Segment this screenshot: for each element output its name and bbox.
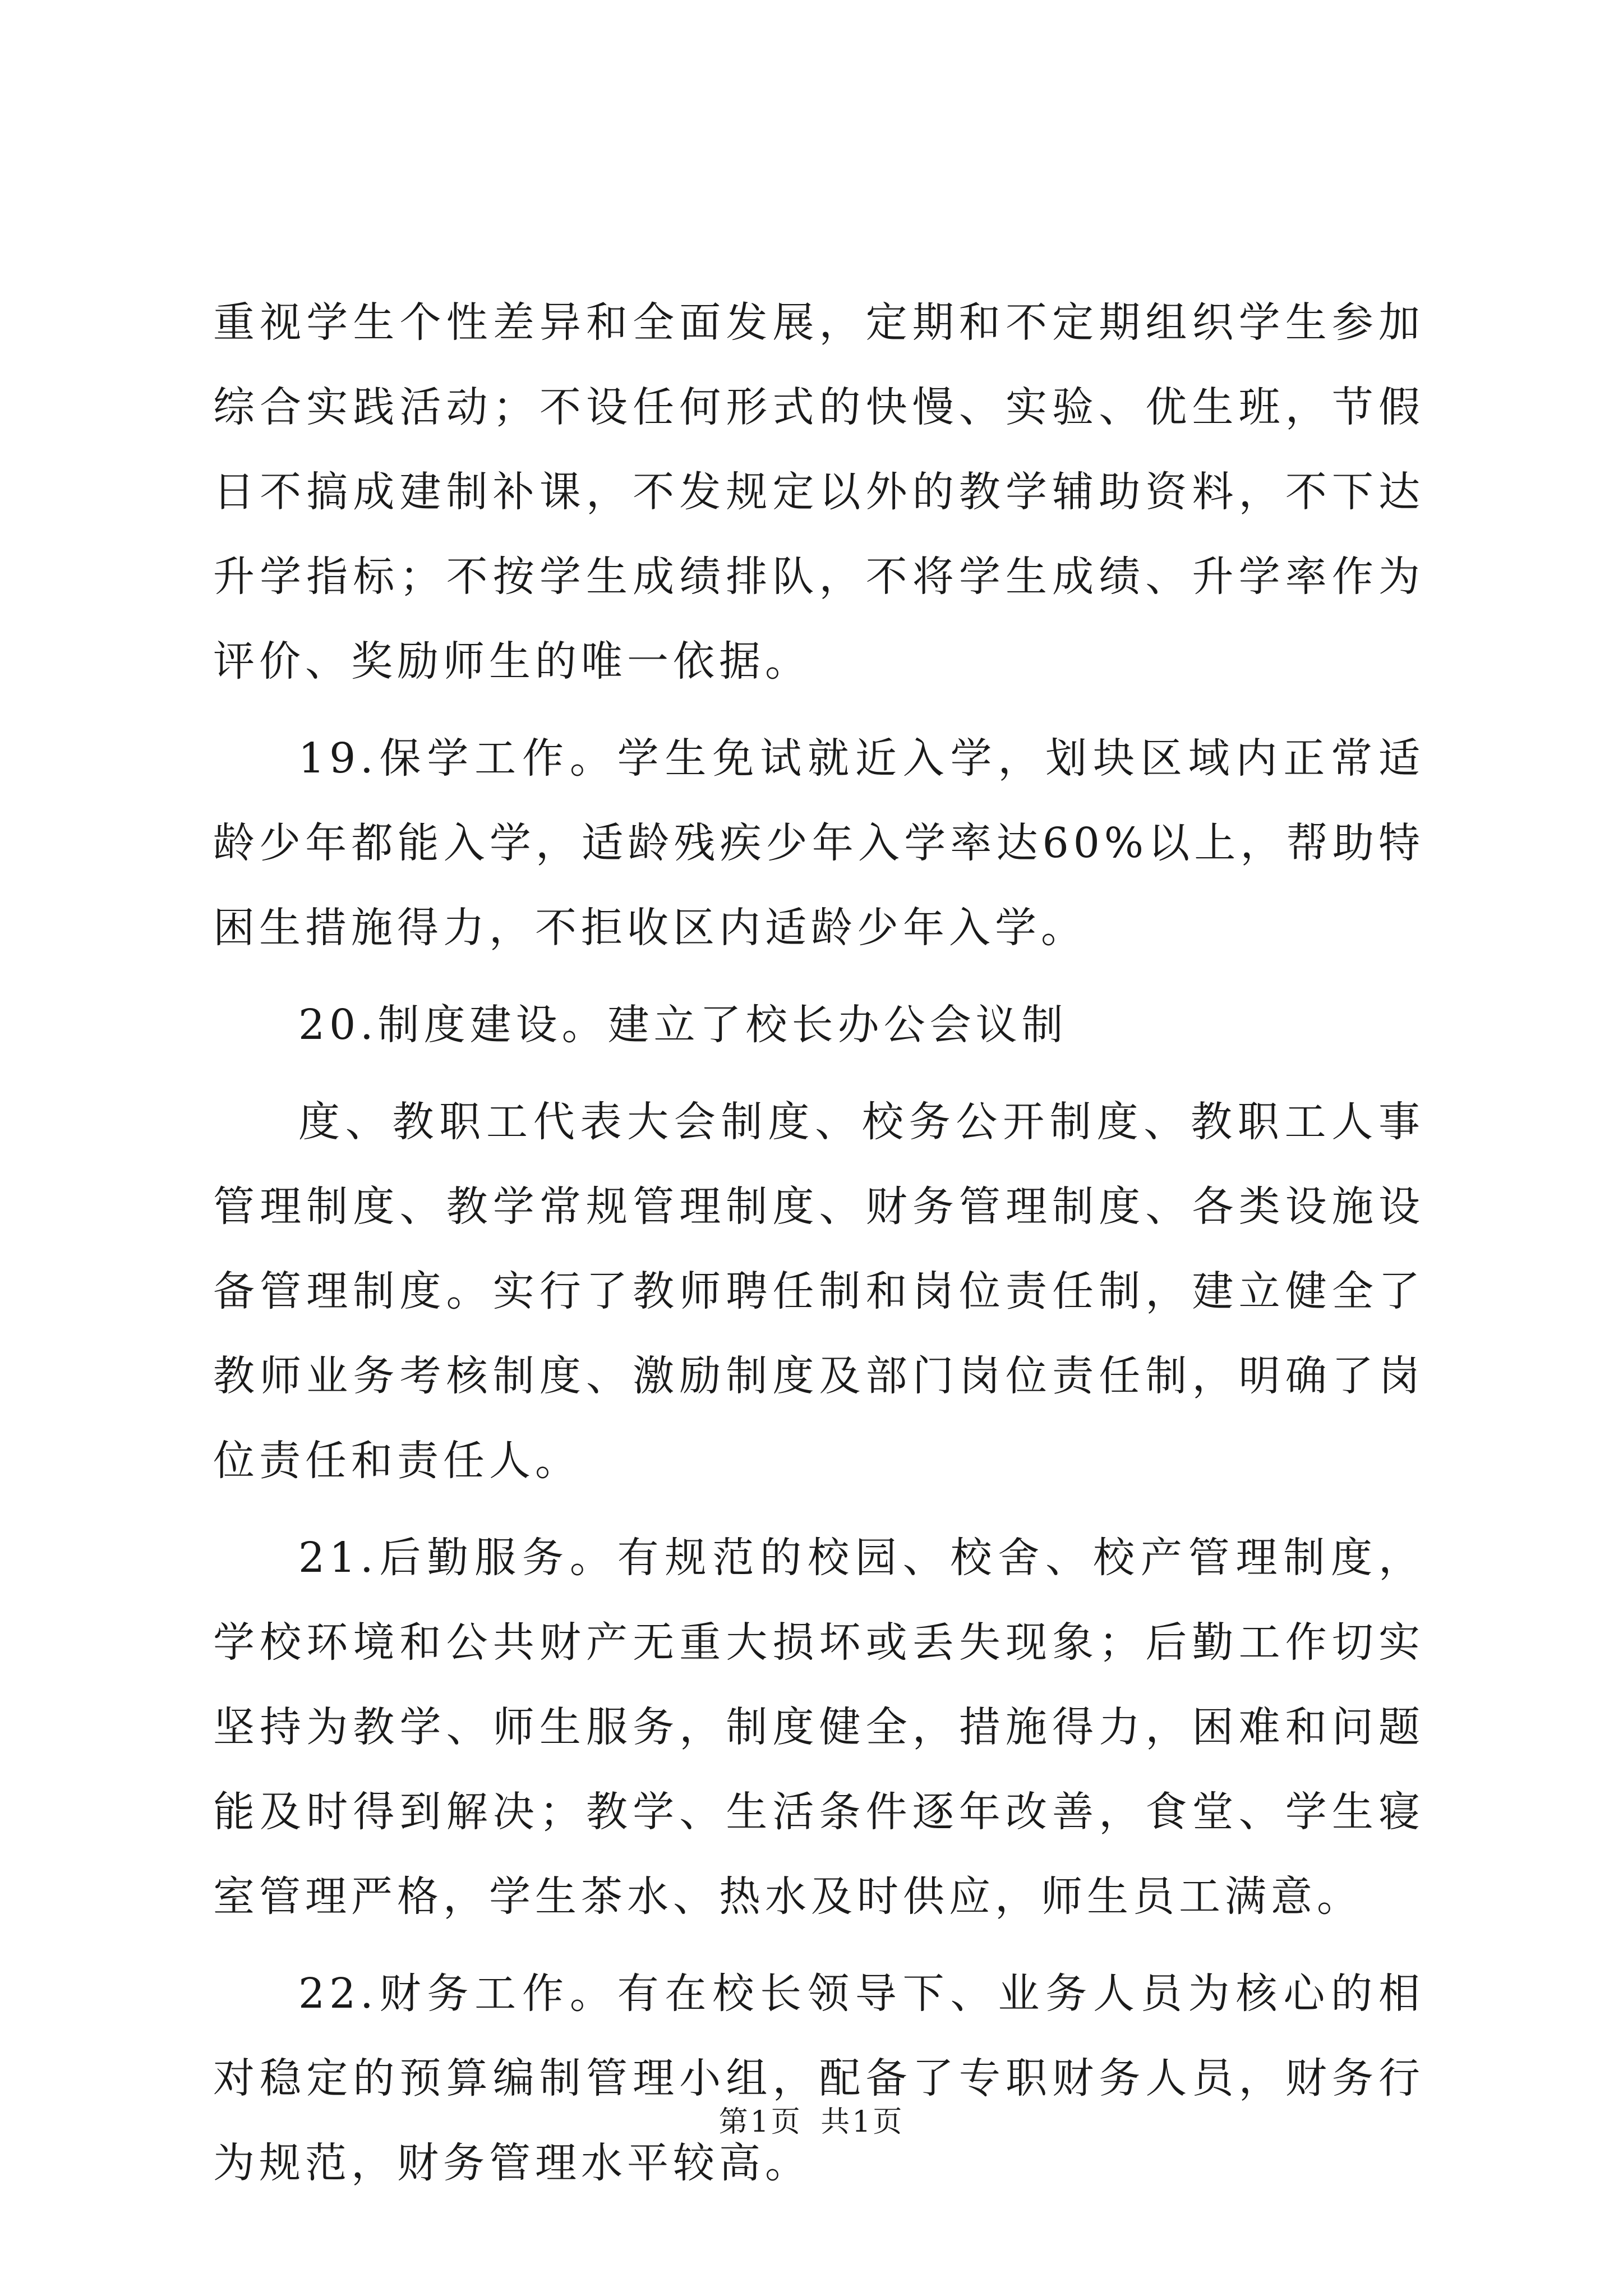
paragraph-19-school-enrollment: 19.保学工作。学生免试就近入学，划块区域内正常适龄少年都能入学，适龄残疾少年入学率达60%以上，帮助特困生措施得力，不拒收区内适龄少年入学。 — [213, 734, 1424, 952]
document-body — [213, 280, 1424, 2218]
page-number: 第1页 — [718, 2105, 803, 2139]
paragraph-22-finance-work: 22.财务工作。有在校长领导下、业务人员为核心的相对稳定的预算编制管理小组，配备了专职财务人员，财务行为规范，财务管理水平较高。 — [213, 1970, 1424, 2187]
paragraph-continuation: 重视学生个性差异和全面发展，定期和不定期组织学生参加综合实践活动；不设任何形式的快慢、实验、优生班，节假日不搞成建制补课，不发规定以外的教学辅助资料，不下达升学指标；不按学生成绩排队，不将学生成绩、升学率作为评价、奖励师生的唯一依据。 — [213, 298, 1424, 685]
page-footer — [0, 2098, 1623, 2140]
paragraph-21-logistics-service: 21.后勤服务。有规范的校园、校舍、校产管理制度，学校环境和公共财产无重大损坏或丢失现象；后勤工作切实坚持为教学、师生服务，制度健全，措施得力，困难和问题能及时得到解决；教学、生活条件逐年改善，食堂、学生寝室管理严格，学生茶水、热水及时供应，师生员工满意。 — [213, 1534, 1424, 1921]
paragraph-20-system-building-body: 度、教职工代表大会制度、校务公开制度、教职工人事管理制度、教学常规管理制度、财务管理制度、各类设施设备管理制度。实行了教师聘任制和岗位责任制，建立健全了教师业务考核制度、激励制度及部门岗位责任制，明确了岗位责任和责任人。 — [213, 1098, 1424, 1485]
page-total: 共1页 — [820, 2105, 905, 2139]
paragraph-20-system-building-heading: 20.制度建设。建立了校长办公会议制 — [298, 1001, 1068, 1049]
